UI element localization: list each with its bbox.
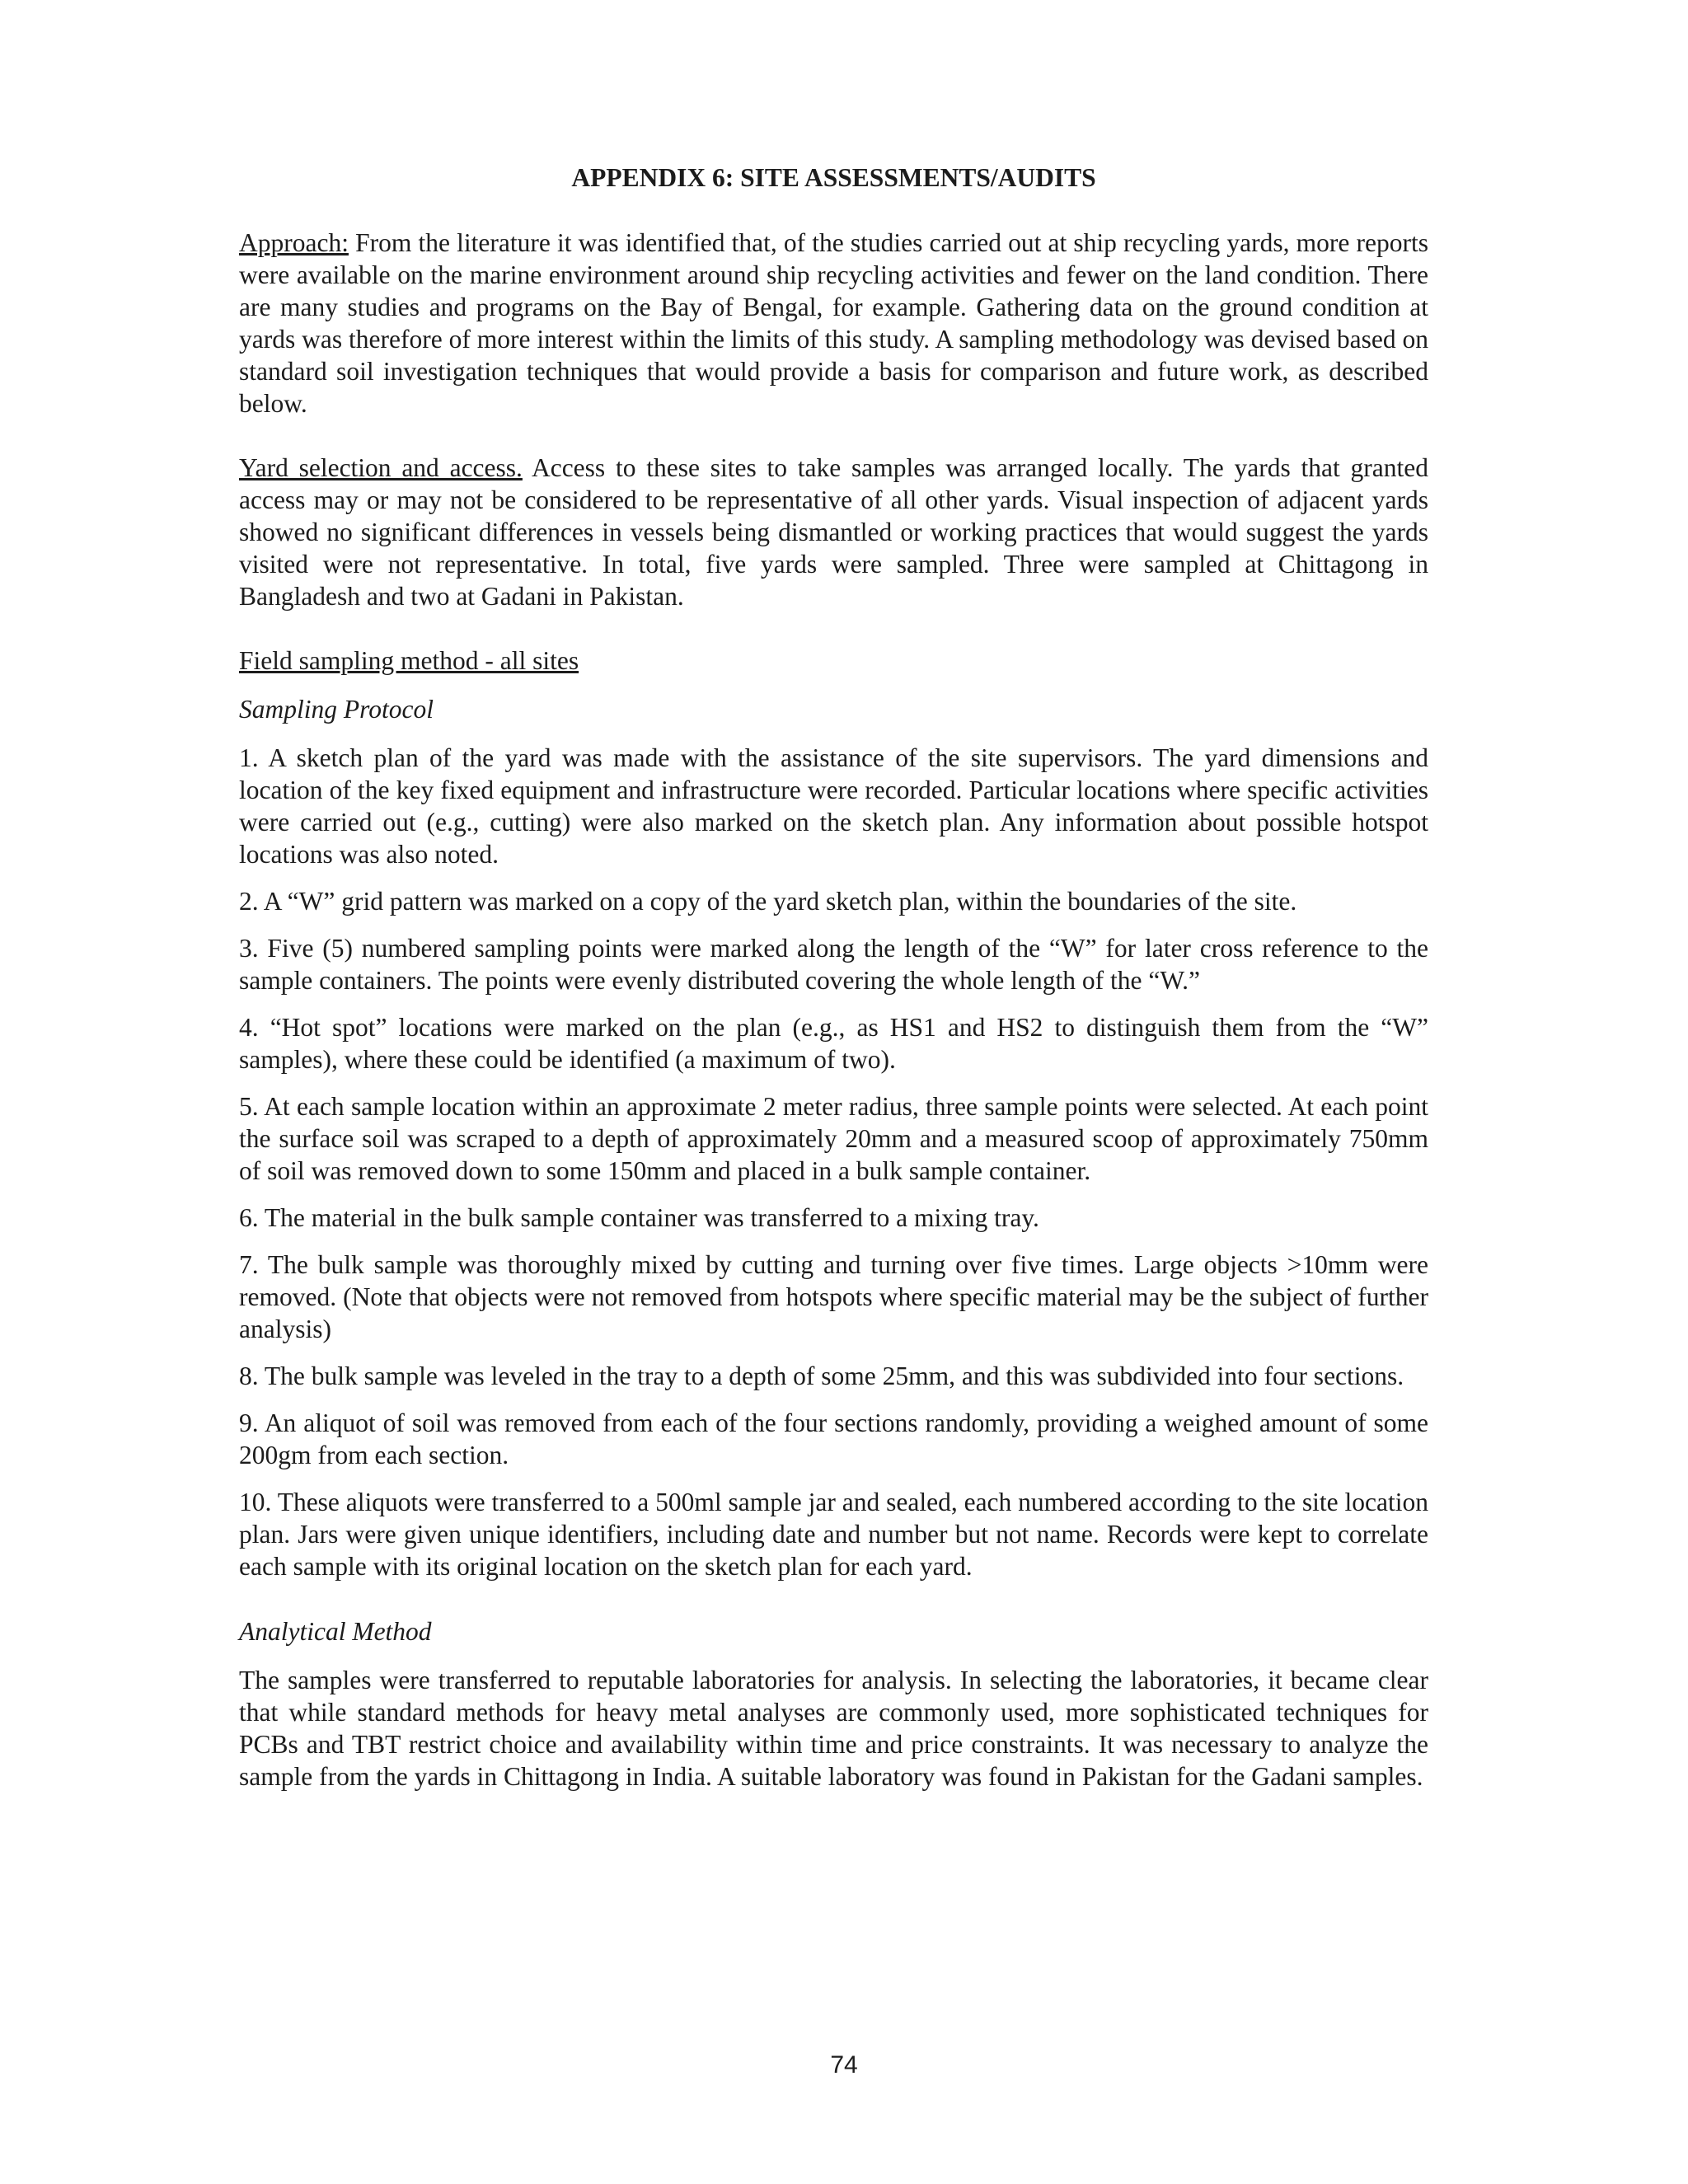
protocol-step: 6. The material in the bulk sample container was transferred to a mixing tray. [239,1203,1039,1232]
protocol-step: 7. The bulk sample was thoroughly mixed by cutting and turning over five times. Large objects >10mm were removed. (Note that objects were not removed from hotspots where specific material may be the subject of further analysis) [239,1250,1428,1343]
approach-text: From the literature it was identified that, of the studies carried out at ship recycling yards, more reports were available on the marine environment around ship recycling activities and fewer on the land condition. There are many studies and programs on the Bay of Bengal, for example. Gathering data on the ground condition at yards was therefore of more interest within the limits of this study. A sampling methodology was devised based on standard soil investigation techniques that would provide a basis for comparison and future work, as described below. [239,228,1428,418]
page-title: APPENDIX 6: SITE ASSESSMENTS/AUDITS [571,163,1096,192]
analytical-method-heading: Analytical Method [239,1617,432,1646]
protocol-step: 10. These aliquots were transferred to a 500ml sample jar and sealed, each numbered according to the site location plan. Jars were given unique identifiers, including date and number but not name. Records were kept to correlate each sample with its original location on the sketch plan for each yard. [239,1488,1428,1581]
approach-label: Approach: [239,228,349,257]
protocol-step: 4. “Hot spot” locations were marked on the plan (e.g., as HS1 and HS2 to distinguish them from the “W” samples), where these could be identified (a maximum of two). [239,1013,1428,1074]
protocol-step: 8. The bulk sample was leveled in the tray to a depth of some 25mm, and this was subdivided into four sections. [239,1361,1404,1390]
yard-selection-paragraph [239,452,1428,612]
protocol-step: 1. A sketch plan of the yard was made with the assistance of the site supervisors. The yard dimensions and location of the key fixed equipment and infrastructure were recorded. Particular locations where specific activities were carried out (e.g., cutting) were also marked on the sketch plan. Any information about possible hotspot locations was also noted. [239,743,1428,869]
approach-paragraph [239,227,1428,419]
analytical-method-paragraph: The samples were transferred to reputable laboratories for analysis. In selecting the laboratories, it became clear that while standard methods for heavy metal analyses are commonly used, more sophisticated techniques for PCBs and TBT restrict choice and availability within time and price constraints. It was necessary to analyze the sample from the yards in Chittagong in India. A suitable laboratory was found in Pakistan for the Gadani samples. [239,1666,1428,1791]
protocol-step: 3. Five (5) numbered sampling points were marked along the length of the “W” for later cross reference to the sample containers. The points were evenly distributed covering the whole length of the “W.” [239,934,1428,995]
protocol-step: 2. A “W” grid pattern was marked on a copy of the yard sketch plan, within the boundaries of the site. [239,887,1297,916]
document-body [239,162,1428,1793]
protocol-step: 9. An aliquot of soil was removed from each of the four sections randomly, providing a weighed amount of some 200gm from each section. [239,1408,1428,1469]
yard-selection-label: Yard selection and access. [239,453,523,482]
yard-selection-text: Access to these sites to take samples was arranged locally. The yards that granted access may or may not be considered to be representative of all other yards. Visual inspection of adjacent yards showed no significant differences in vessels being dismantled or working practices that would suggest the yards visited were not representative. In total, five yards were sampled. Three were sampled at Chittagong in Bangladesh and two at Gadani in Pakistan. [239,453,1428,611]
protocol-step: 5. At each sample location within an approximate 2 meter radius, three sample points were selected. At each point the surface soil was scraped to a depth of approximately 20mm and a measured scoop of approximately 750mm of soil was removed down to some 150mm and placed in a bulk sample container. [239,1092,1428,1185]
page-number: 74 [830,2051,858,2079]
field-sampling-heading: Field sampling method - all sites [239,646,579,675]
sampling-protocol-heading: Sampling Protocol [239,695,434,724]
